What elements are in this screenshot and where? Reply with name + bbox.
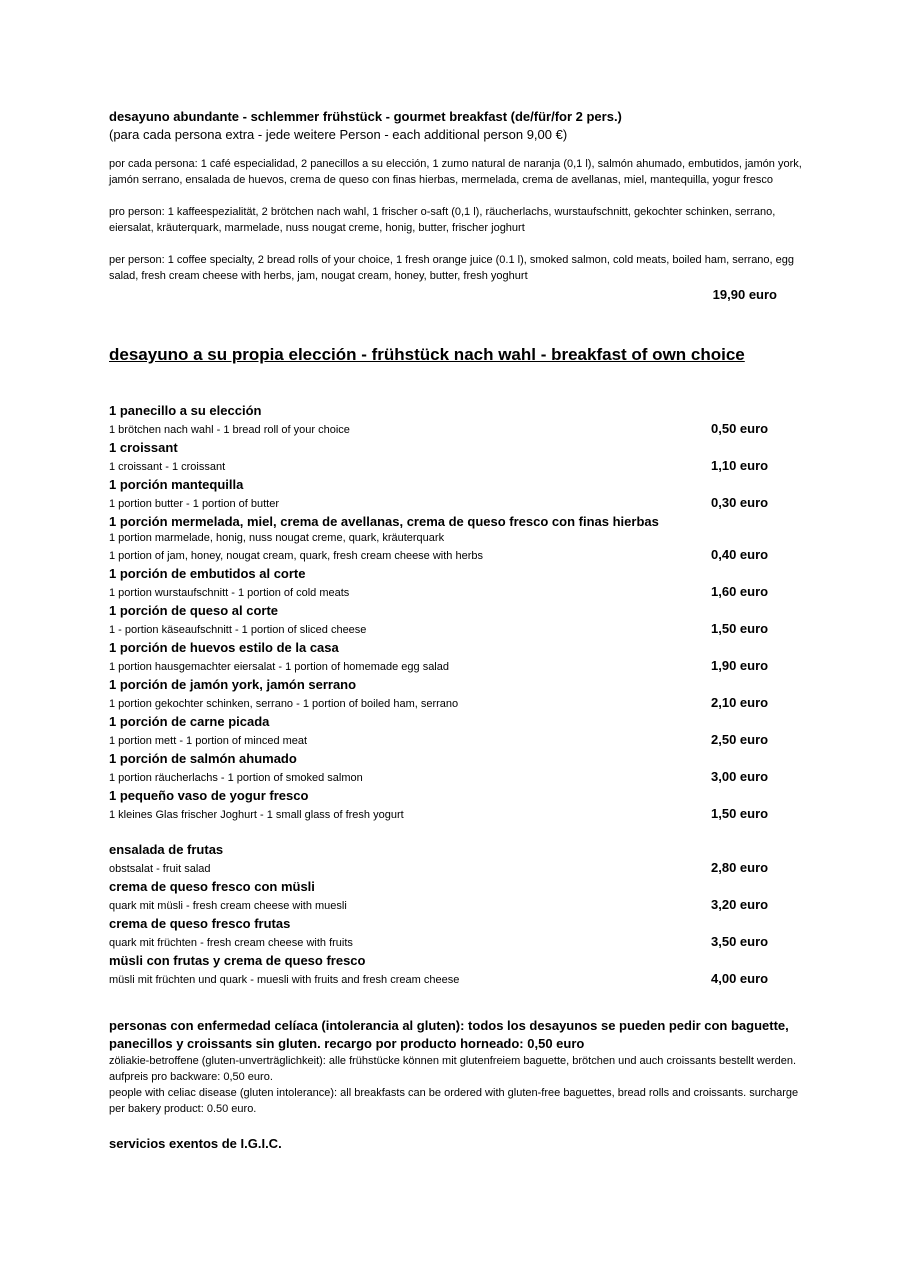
gluten-notice-en: people with celiac disease (gluten intolerance): all breakfasts can be ordered with gluten-free baguettes, bread rolls and croissants. surcharge per bakery product: 0.50 euro. xyxy=(109,1087,799,1115)
menu-item-description: 1 - portion käseaufschnitt - 1 portion of sliced cheese xyxy=(109,624,367,636)
gourmet-subtitle: (para cada persona extra - jede weitere Person - each additional person 9,00 €) xyxy=(109,127,568,142)
menu-item-name: 1 porción de carne picada xyxy=(109,714,270,729)
menu-item-description: 1 portion of jam, honey, nougat cream, quark, fresh cream cheese with herbs xyxy=(109,550,483,562)
menu-item-description: quark mit müsli - fresh cream cheese with muesli xyxy=(109,900,347,912)
extras-list xyxy=(109,841,809,989)
menu-item-price: 2,80 euro xyxy=(711,860,769,875)
menu-item-name: 1 porción de jamón york, jamón serrano xyxy=(109,677,357,692)
menu-item-price: 3,00 euro xyxy=(711,769,769,784)
menu-item-price: 0,30 euro xyxy=(711,495,769,510)
menu-item-description: 1 brötchen nach wahl - 1 bread roll of your choice xyxy=(109,424,350,436)
menu-item-price: 0,50 euro xyxy=(711,421,769,436)
menu-item-name: 1 pequeño vaso de yogur fresco xyxy=(109,788,309,803)
menu-item-price: 2,10 euro xyxy=(711,695,769,710)
menu-item-description: 1 kleines Glas frischer Joghurt - 1 small glass of fresh yogurt xyxy=(109,809,404,821)
menu-item-price: 0,40 euro xyxy=(711,547,769,562)
gourmet-price: 19,90 euro xyxy=(712,287,777,302)
tax-note: servicios exentos de I.G.I.C. xyxy=(109,1136,282,1151)
menu-item-name: 1 porción de huevos estilo de la casa xyxy=(109,640,339,655)
gluten-notice-es: personas con enfermedad celíaca (intolerancia al gluten): todos los desayunos se pueden pedir con baguette, panecillos y croissants sin gluten. recargo por producto horneado: 0,50 euro xyxy=(109,1018,789,1051)
gluten-notice-de: zöliakie-betroffene (gluten-unverträglichkeit): alle frühstücke können mit glutenfreiem baguette, brötchen und auch croissants bestellt werden. aufpreis pro backware: 0,50 euro. xyxy=(109,1055,797,1083)
menu-item-name: 1 croissant xyxy=(109,440,178,455)
menu-item-description: 1 portion räucherlachs - 1 portion of smoked salmon xyxy=(109,772,363,784)
menu-item-price: 1,90 euro xyxy=(711,658,769,673)
menu-item-name: crema de queso fresco frutas xyxy=(109,916,291,931)
menu-item-price: 1,60 euro xyxy=(711,584,769,599)
menu-item-name: 1 porción de queso al corte xyxy=(109,603,279,618)
menu-item xyxy=(109,750,809,787)
menu-item-name: 1 porción de embutidos al corte xyxy=(109,566,306,581)
menu-item xyxy=(109,952,809,989)
menu-item-name: müsli con frutas y crema de queso fresco xyxy=(109,953,366,968)
menu-item xyxy=(109,439,809,476)
menu-item xyxy=(109,476,809,513)
menu-item-description: quark mit früchten - fresh cream cheese with fruits xyxy=(109,937,353,949)
menu-item-description-de: 1 portion marmelade, honig, nuss nougat creme, quark, kräuterquark xyxy=(109,532,445,544)
menu-item-name: ensalada de frutas xyxy=(109,842,224,857)
gourmet-description-en: per person: 1 coffee specialty, 2 bread rolls of your choice, 1 fresh orange juice (0.1 l), smoked salmon, cold meats, boiled ham, serrano, egg salad, fresh cream cheese with herbs, jam, nougat cream, honey, butter, fresh yoghurt xyxy=(109,254,795,282)
gluten-free-notice xyxy=(109,1017,809,1117)
menu-item-description: 1 portion mett - 1 portion of minced meat xyxy=(109,735,308,747)
menu-item xyxy=(109,565,809,602)
menu-item xyxy=(109,787,809,824)
menu-item-name: 1 porción mermelada, miel, crema de avellanas, crema de queso fresco con finas hierbas xyxy=(109,514,659,529)
menu-item-price: 1,10 euro xyxy=(711,458,769,473)
menu-item-price: 3,50 euro xyxy=(711,934,769,949)
menu-item xyxy=(109,676,809,713)
menu-item-description: 1 croissant - 1 croissant xyxy=(109,461,226,473)
own-choice-list xyxy=(109,402,809,824)
menu-item-name: 1 porción de salmón ahumado xyxy=(109,751,297,766)
gourmet-title: desayuno abundante - schlemmer frühstück - gourmet breakfast (de/für/for 2 pers.) xyxy=(109,109,622,124)
menu-item-description: 1 portion gekochter schinken, serrano - 1 portion of boiled ham, serrano xyxy=(109,698,459,710)
menu-item xyxy=(109,915,809,952)
gourmet-description-de: pro person: 1 kaffeespezialität, 2 brötchen nach wahl, 1 frischer o-saft (0,1 l), räucherlachs, wurstaufschnitt, gekochter schinken, serrano, eiersalat, kräuterquark, marmelade, nuss nougat creme, honig, butter, frischer joghurt xyxy=(109,206,776,234)
menu-item-description: müsli mit früchten und quark - muesli with fruits and fresh cream cheese xyxy=(109,974,460,986)
gourmet-description-es: por cada persona: 1 café especialidad, 2 panecillos a su elección, 1 zumo natural de naranja (0,1 l), salmón ahumado, embutidos, jamón york, jamón serrano, ensalada de huevos, crema de queso con finas hierbas, mermelada, crema de avellanas, miel, mantequilla, yogur fresco xyxy=(109,158,802,186)
menu-item-description: 1 portion wurstaufschnitt - 1 portion of cold meats xyxy=(109,587,350,599)
menu-item-name: crema de queso fresco con müsli xyxy=(109,879,315,894)
menu-item-name: 1 porción mantequilla xyxy=(109,477,244,492)
menu-item xyxy=(109,513,809,565)
gourmet-breakfast-section xyxy=(109,108,809,304)
menu-item-price: 1,50 euro xyxy=(711,621,769,636)
menu-item-description: obstsalat - fruit salad xyxy=(109,863,211,875)
menu-item xyxy=(109,841,809,878)
menu-item-description: 1 portion butter - 1 portion of butter xyxy=(109,498,279,510)
menu-item xyxy=(109,878,809,915)
menu-item xyxy=(109,602,809,639)
own-choice-title: desayuno a su propia elección - frühstück nach wahl - breakfast of own choice xyxy=(109,345,745,364)
menu-item-price: 2,50 euro xyxy=(711,732,769,747)
menu-item-name: 1 panecillo a su elección xyxy=(109,403,262,418)
menu-item xyxy=(109,639,809,676)
menu-item-price: 1,50 euro xyxy=(711,806,769,821)
menu-item-price: 4,00 euro xyxy=(711,971,769,986)
menu-item-description: 1 portion hausgemachter eiersalat - 1 portion of homemade egg salad xyxy=(109,661,449,673)
menu-item-price: 3,20 euro xyxy=(711,897,769,912)
menu-item xyxy=(109,713,809,750)
menu-page xyxy=(109,108,809,1153)
menu-item xyxy=(109,402,809,439)
